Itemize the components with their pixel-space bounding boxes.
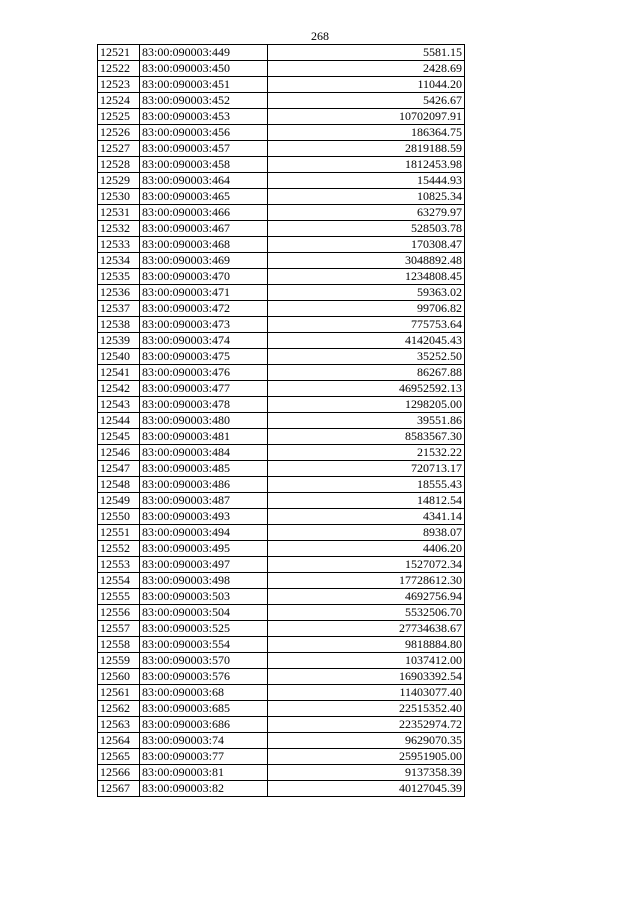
table-row (98, 397, 465, 413)
table-row (98, 669, 465, 685)
value-cell: 14812.54 (268, 493, 465, 509)
value-cell: 46952592.13 (268, 381, 465, 397)
row-number-cell: 12545 (98, 429, 140, 445)
row-number-cell: 12551 (98, 525, 140, 541)
table-row (98, 157, 465, 173)
value-cell: 10702097.91 (268, 109, 465, 125)
table-row (98, 445, 465, 461)
row-number-cell: 12538 (98, 317, 140, 333)
row-number-cell: 12548 (98, 477, 140, 493)
cadastral-number-cell: 83:00:090003:495 (140, 541, 268, 557)
row-number-cell: 12540 (98, 349, 140, 365)
value-cell: 4142045.43 (268, 333, 465, 349)
row-number-cell: 12527 (98, 141, 140, 157)
table-row (98, 749, 465, 765)
cadastral-number-cell: 83:00:090003:504 (140, 605, 268, 621)
cadastral-number-cell: 83:00:090003:484 (140, 445, 268, 461)
cadastral-number-cell: 83:00:090003:472 (140, 301, 268, 317)
cadastral-number-cell: 83:00:090003:476 (140, 365, 268, 381)
row-number-cell: 12559 (98, 653, 140, 669)
table-row (98, 125, 465, 141)
cadastral-number-cell: 83:00:090003:457 (140, 141, 268, 157)
value-cell: 59363.02 (268, 285, 465, 301)
row-number-cell: 12565 (98, 749, 140, 765)
table-row (98, 221, 465, 237)
row-number-cell: 12552 (98, 541, 140, 557)
cadastral-number-cell: 83:00:090003:470 (140, 269, 268, 285)
row-number-cell: 12522 (98, 61, 140, 77)
table-row (98, 381, 465, 397)
table-row (98, 269, 465, 285)
row-number-cell: 12563 (98, 717, 140, 733)
table-row (98, 461, 465, 477)
cadastral-number-cell: 83:00:090003:487 (140, 493, 268, 509)
cadastral-number-cell: 83:00:090003:468 (140, 237, 268, 253)
cadastral-number-cell: 83:00:090003:82 (140, 781, 268, 797)
row-number-cell: 12528 (98, 157, 140, 173)
value-cell: 1812453.98 (268, 157, 465, 173)
table-row (98, 557, 465, 573)
value-cell: 10825.34 (268, 189, 465, 205)
table-row (98, 621, 465, 637)
value-cell: 4692756.94 (268, 589, 465, 605)
cadastral-number-cell: 83:00:090003:554 (140, 637, 268, 653)
value-cell: 9818884.80 (268, 637, 465, 653)
cadastral-number-cell: 83:00:090003:450 (140, 61, 268, 77)
table-row (98, 285, 465, 301)
value-cell: 86267.88 (268, 365, 465, 381)
value-cell: 21532.22 (268, 445, 465, 461)
table-row (98, 493, 465, 509)
row-number-cell: 12558 (98, 637, 140, 653)
cadastral-number-cell: 83:00:090003:473 (140, 317, 268, 333)
cadastral-number-cell: 83:00:090003:497 (140, 557, 268, 573)
row-number-cell: 12566 (98, 765, 140, 781)
cadastral-number-cell: 83:00:090003:77 (140, 749, 268, 765)
row-number-cell: 12523 (98, 77, 140, 93)
row-number-cell: 12544 (98, 413, 140, 429)
value-cell: 39551.86 (268, 413, 465, 429)
row-number-cell: 12535 (98, 269, 140, 285)
table-row (98, 413, 465, 429)
table-row (98, 525, 465, 541)
value-cell: 186364.75 (268, 125, 465, 141)
cadastral-number-cell: 83:00:090003:486 (140, 477, 268, 493)
table-row (98, 429, 465, 445)
value-cell: 40127045.39 (268, 781, 465, 797)
row-number-cell: 12524 (98, 93, 140, 109)
value-cell: 3048892.48 (268, 253, 465, 269)
cadastral-number-cell: 83:00:090003:474 (140, 333, 268, 349)
page-number: 268 (311, 29, 329, 43)
row-number-cell: 12542 (98, 381, 140, 397)
table-row (98, 237, 465, 253)
value-cell: 1527072.34 (268, 557, 465, 573)
value-cell: 528503.78 (268, 221, 465, 237)
value-cell: 2428.69 (268, 61, 465, 77)
table-row (98, 365, 465, 381)
value-cell: 99706.82 (268, 301, 465, 317)
table-row (98, 717, 465, 733)
cadastral-number-cell: 83:00:090003:467 (140, 221, 268, 237)
table-row (98, 605, 465, 621)
table-row (98, 173, 465, 189)
value-cell: 5532506.70 (268, 605, 465, 621)
value-cell: 35252.50 (268, 349, 465, 365)
value-cell: 1037412.00 (268, 653, 465, 669)
table-row (98, 189, 465, 205)
table-row (98, 701, 465, 717)
table-row (98, 109, 465, 125)
value-cell: 8938.07 (268, 525, 465, 541)
table-row (98, 45, 465, 61)
cadastral-number-cell: 83:00:090003:475 (140, 349, 268, 365)
row-number-cell: 12529 (98, 173, 140, 189)
value-cell: 775753.64 (268, 317, 465, 333)
table-row (98, 477, 465, 493)
table-row (98, 685, 465, 701)
cadastral-number-cell: 83:00:090003:570 (140, 653, 268, 669)
value-cell: 9137358.39 (268, 765, 465, 781)
cadastral-number-cell: 83:00:090003:503 (140, 589, 268, 605)
value-cell: 5581.15 (268, 45, 465, 61)
cadastral-number-cell: 83:00:090003:494 (140, 525, 268, 541)
value-cell: 1234808.45 (268, 269, 465, 285)
row-number-cell: 12537 (98, 301, 140, 317)
row-number-cell: 12521 (98, 45, 140, 61)
cadastral-number-cell: 83:00:090003:493 (140, 509, 268, 525)
cadastral-value-table (97, 44, 465, 797)
table-row (98, 141, 465, 157)
row-number-cell: 12554 (98, 573, 140, 589)
value-cell: 25951905.00 (268, 749, 465, 765)
row-number-cell: 12525 (98, 109, 140, 125)
table-row (98, 317, 465, 333)
row-number-cell: 12531 (98, 205, 140, 221)
cadastral-number-cell: 83:00:090003:576 (140, 669, 268, 685)
value-cell: 63279.97 (268, 205, 465, 221)
row-number-cell: 12533 (98, 237, 140, 253)
row-number-cell: 12564 (98, 733, 140, 749)
row-number-cell: 12553 (98, 557, 140, 573)
cadastral-number-cell: 83:00:090003:485 (140, 461, 268, 477)
value-cell: 4341.14 (268, 509, 465, 525)
table-row (98, 333, 465, 349)
value-cell: 27734638.67 (268, 621, 465, 637)
cadastral-number-cell: 83:00:090003:480 (140, 413, 268, 429)
cadastral-number-cell: 83:00:090003:685 (140, 701, 268, 717)
cadastral-number-cell: 83:00:090003:453 (140, 109, 268, 125)
table-row (98, 349, 465, 365)
value-cell: 2819188.59 (268, 141, 465, 157)
cadastral-number-cell: 83:00:090003:525 (140, 621, 268, 637)
row-number-cell: 12534 (98, 253, 140, 269)
row-number-cell: 12555 (98, 589, 140, 605)
table-row (98, 77, 465, 93)
row-number-cell: 12550 (98, 509, 140, 525)
table-row (98, 653, 465, 669)
cadastral-number-cell: 83:00:090003:452 (140, 93, 268, 109)
table-body (98, 45, 465, 797)
table-row (98, 765, 465, 781)
value-cell: 1298205.00 (268, 397, 465, 413)
row-number-cell: 12543 (98, 397, 140, 413)
value-cell: 15444.93 (268, 173, 465, 189)
row-number-cell: 12526 (98, 125, 140, 141)
cadastral-number-cell: 83:00:090003:449 (140, 45, 268, 61)
row-number-cell: 12561 (98, 685, 140, 701)
row-number-cell: 12536 (98, 285, 140, 301)
table-row (98, 93, 465, 109)
row-number-cell: 12567 (98, 781, 140, 797)
cadastral-number-cell: 83:00:090003:456 (140, 125, 268, 141)
cadastral-number-cell: 83:00:090003:478 (140, 397, 268, 413)
row-number-cell: 12532 (98, 221, 140, 237)
value-cell: 18555.43 (268, 477, 465, 493)
value-cell: 22352974.72 (268, 717, 465, 733)
cadastral-number-cell: 83:00:090003:466 (140, 205, 268, 221)
row-number-cell: 12556 (98, 605, 140, 621)
table-row (98, 253, 465, 269)
table-row (98, 509, 465, 525)
table-row (98, 573, 465, 589)
cadastral-number-cell: 83:00:090003:68 (140, 685, 268, 701)
table-row (98, 205, 465, 221)
cadastral-number-cell: 83:00:090003:465 (140, 189, 268, 205)
cadastral-number-cell: 83:00:090003:477 (140, 381, 268, 397)
value-cell: 4406.20 (268, 541, 465, 557)
row-number-cell: 12557 (98, 621, 140, 637)
value-cell: 9629070.35 (268, 733, 465, 749)
cadastral-number-cell: 83:00:090003:481 (140, 429, 268, 445)
cadastral-number-cell: 83:00:090003:498 (140, 573, 268, 589)
cadastral-number-cell: 83:00:090003:464 (140, 173, 268, 189)
value-cell: 11403077.40 (268, 685, 465, 701)
row-number-cell: 12541 (98, 365, 140, 381)
row-number-cell: 12530 (98, 189, 140, 205)
cadastral-number-cell: 83:00:090003:451 (140, 77, 268, 93)
table-row (98, 733, 465, 749)
cadastral-number-cell: 83:00:090003:458 (140, 157, 268, 173)
value-cell: 720713.17 (268, 461, 465, 477)
value-cell: 22515352.40 (268, 701, 465, 717)
row-number-cell: 12547 (98, 461, 140, 477)
table-row (98, 301, 465, 317)
cadastral-number-cell: 83:00:090003:74 (140, 733, 268, 749)
table-row (98, 781, 465, 797)
row-number-cell: 12549 (98, 493, 140, 509)
value-cell: 16903392.54 (268, 669, 465, 685)
cadastral-number-cell: 83:00:090003:81 (140, 765, 268, 781)
cadastral-number-cell: 83:00:090003:686 (140, 717, 268, 733)
value-cell: 11044.20 (268, 77, 465, 93)
table-row (98, 541, 465, 557)
table-row (98, 637, 465, 653)
row-number-cell: 12562 (98, 701, 140, 717)
row-number-cell: 12560 (98, 669, 140, 685)
table-row (98, 61, 465, 77)
table-row (98, 589, 465, 605)
cadastral-number-cell: 83:00:090003:471 (140, 285, 268, 301)
value-cell: 170308.47 (268, 237, 465, 253)
cadastral-number-cell: 83:00:090003:469 (140, 253, 268, 269)
value-cell: 5426.67 (268, 93, 465, 109)
row-number-cell: 12546 (98, 445, 140, 461)
value-cell: 17728612.30 (268, 573, 465, 589)
row-number-cell: 12539 (98, 333, 140, 349)
value-cell: 8583567.30 (268, 429, 465, 445)
